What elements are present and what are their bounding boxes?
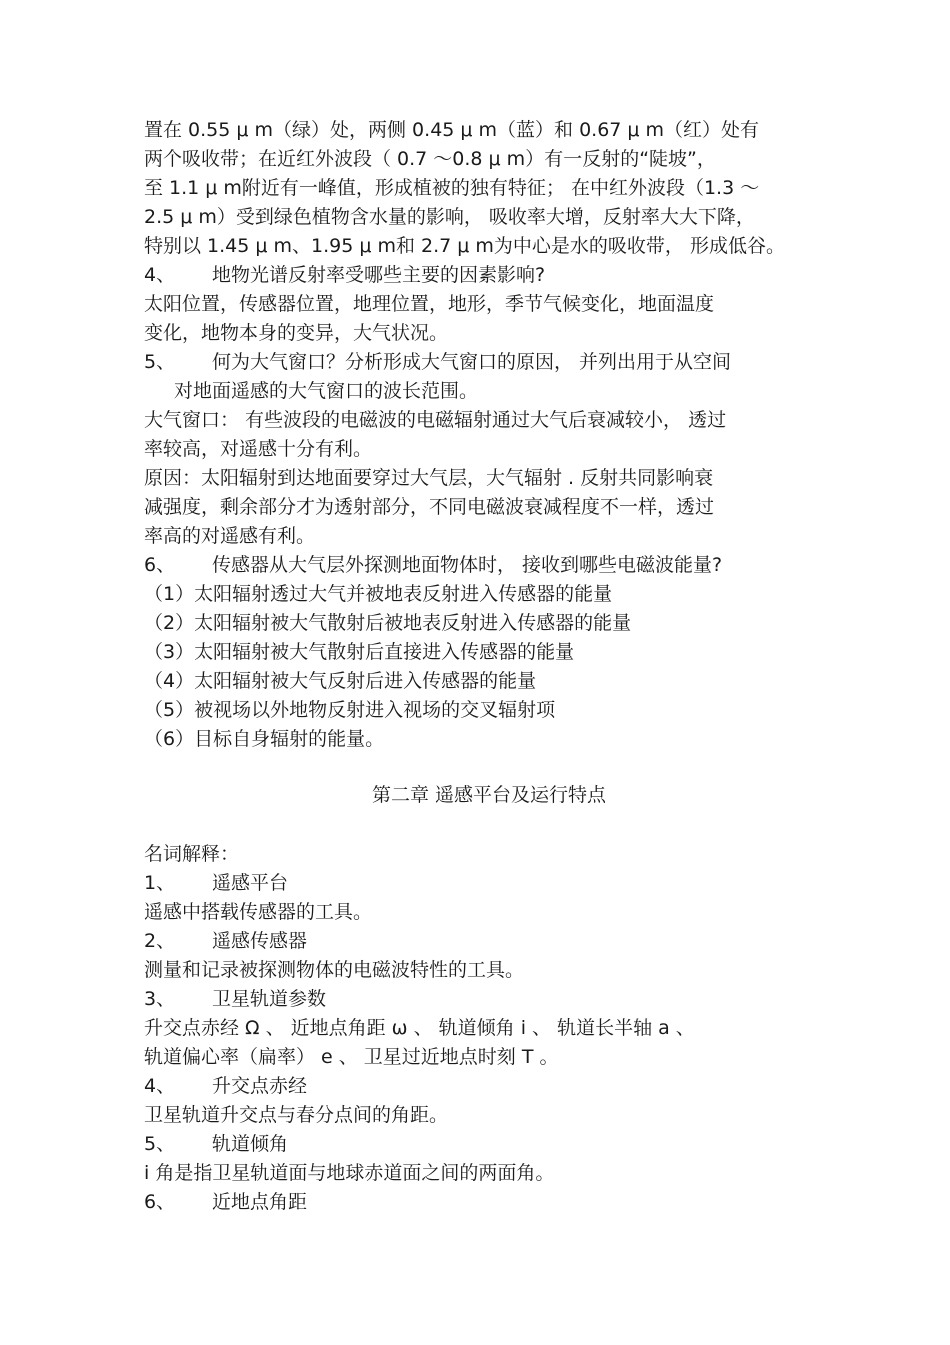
term-text: 遥感传感器 — [212, 930, 308, 952]
term-definition: 遥感中搭载传感器的工具。 — [144, 901, 373, 923]
question-4 — [144, 261, 814, 290]
answer-line: 减强度，剩余部分才为透射部分，不同电磁波衰减程度不一样，透过 — [144, 496, 715, 518]
glossary-heading: 名词解释： — [144, 843, 240, 865]
intro-line: 2.5 μ m）受到绿色植物含水量的影响， 吸收率大增，反射率大大下降， — [144, 206, 755, 228]
term-number: 6、 — [144, 1191, 176, 1213]
question-text-continued: 对地面遥感的大气窗口的波长范围。 — [174, 380, 479, 402]
term-text: 遥感平台 — [212, 872, 289, 894]
term-definition: 测量和记录被探测物体的电磁波特性的工具。 — [144, 959, 525, 981]
term-number: 2、 — [144, 930, 176, 952]
chapter-title: 第二章 遥感平台及运行特点 — [371, 784, 607, 806]
term-heading — [144, 1130, 814, 1159]
question-5 — [144, 348, 814, 377]
intro-line: 特别以 1.45 μ m、1.95 μ m和 2.7 μ m为中心是水的吸收带， 形成低谷。 — [144, 235, 785, 257]
term-definition: i 角是指卫星轨道面与地球赤道面之间的两面角。 — [144, 1162, 555, 1184]
list-item: （3）太阳辐射被大气散射后直接进入传感器的能量 — [144, 641, 575, 663]
term-text: 近地点角距 — [212, 1191, 308, 1213]
term-number: 4、 — [144, 1075, 176, 1097]
term-text: 轨道倾角 — [212, 1133, 289, 1155]
term-heading — [144, 869, 814, 898]
list-item: （5）被视场以外地物反射进入视场的交叉辐射项 — [144, 699, 556, 721]
term-definition: 轨道偏心率（扁率） e 、 卫星过近地点时刻 T 。 — [144, 1046, 559, 1068]
term-definition: 升交点赤经 Ω 、 近地点角距 ω 、 轨道倾角 i 、 轨道长半轴 a 、 — [144, 1017, 695, 1039]
term-text: 升交点赤经 — [212, 1075, 308, 1097]
question-number: 5、 — [144, 351, 176, 373]
intro-line: 至 1.1 μ m附近有一峰值，形成植被的独有特征； 在中红外波段（1.3 ～ — [144, 177, 760, 199]
question-text: 传感器从大气层外探测地面物体时， 接收到哪些电磁波能量? — [212, 554, 723, 576]
question-number: 4、 — [144, 264, 176, 286]
question-6 — [144, 551, 814, 580]
question-text: 何为大气窗口？分析形成大气窗口的原因， 并列出用于从空间 — [212, 351, 732, 373]
answer-line: 大气窗口： 有些波段的电磁波的电磁辐射通过大气后衰减较小， 透过 — [144, 409, 727, 431]
question-number: 6、 — [144, 554, 176, 576]
term-number: 1、 — [144, 872, 176, 894]
term-heading — [144, 1188, 814, 1217]
term-heading — [144, 985, 814, 1014]
answer-line: 太阳位置，传感器位置，地理位置，地形，季节气候变化，地面温度 — [144, 293, 715, 315]
term-definition: 卫星轨道升交点与春分点间的角距。 — [144, 1104, 449, 1126]
answer-line: 率较高，对遥感十分有利。 — [144, 438, 373, 460]
list-item: （6）目标自身辐射的能量。 — [144, 728, 385, 750]
question-text: 地物光谱反射率受哪些主要的因素影响? — [212, 264, 546, 286]
page-content — [144, 116, 814, 1217]
answer-line: 变化，地物本身的变异，大气状况。 — [144, 322, 449, 344]
term-number: 5、 — [144, 1133, 176, 1155]
answer-line: 原因：太阳辐射到达地面要穿过大气层，大气辐射 . 反射共同影响衰 — [144, 467, 714, 489]
term-heading — [144, 1072, 814, 1101]
term-number: 3、 — [144, 988, 176, 1010]
term-text: 卫星轨道参数 — [212, 988, 327, 1010]
list-item: （1）太阳辐射透过大气并被地表反射进入传感器的能量 — [144, 583, 613, 605]
list-item: （4）太阳辐射被大气反射后进入传感器的能量 — [144, 670, 537, 692]
term-heading — [144, 927, 814, 956]
intro-line: 置在 0.55 μ m（绿）处，两侧 0.45 μ m（蓝）和 0.67 μ m（红）处有 — [144, 119, 760, 141]
answer-line: 率高的对遥感有利。 — [144, 525, 316, 547]
intro-line: 两个吸收带；在近红外波段（ 0.7 ～0.8 μ m）有一反射的“陡坡”， — [144, 148, 716, 170]
list-item: （2）太阳辐射被大气散射后被地表反射进入传感器的能量 — [144, 612, 632, 634]
